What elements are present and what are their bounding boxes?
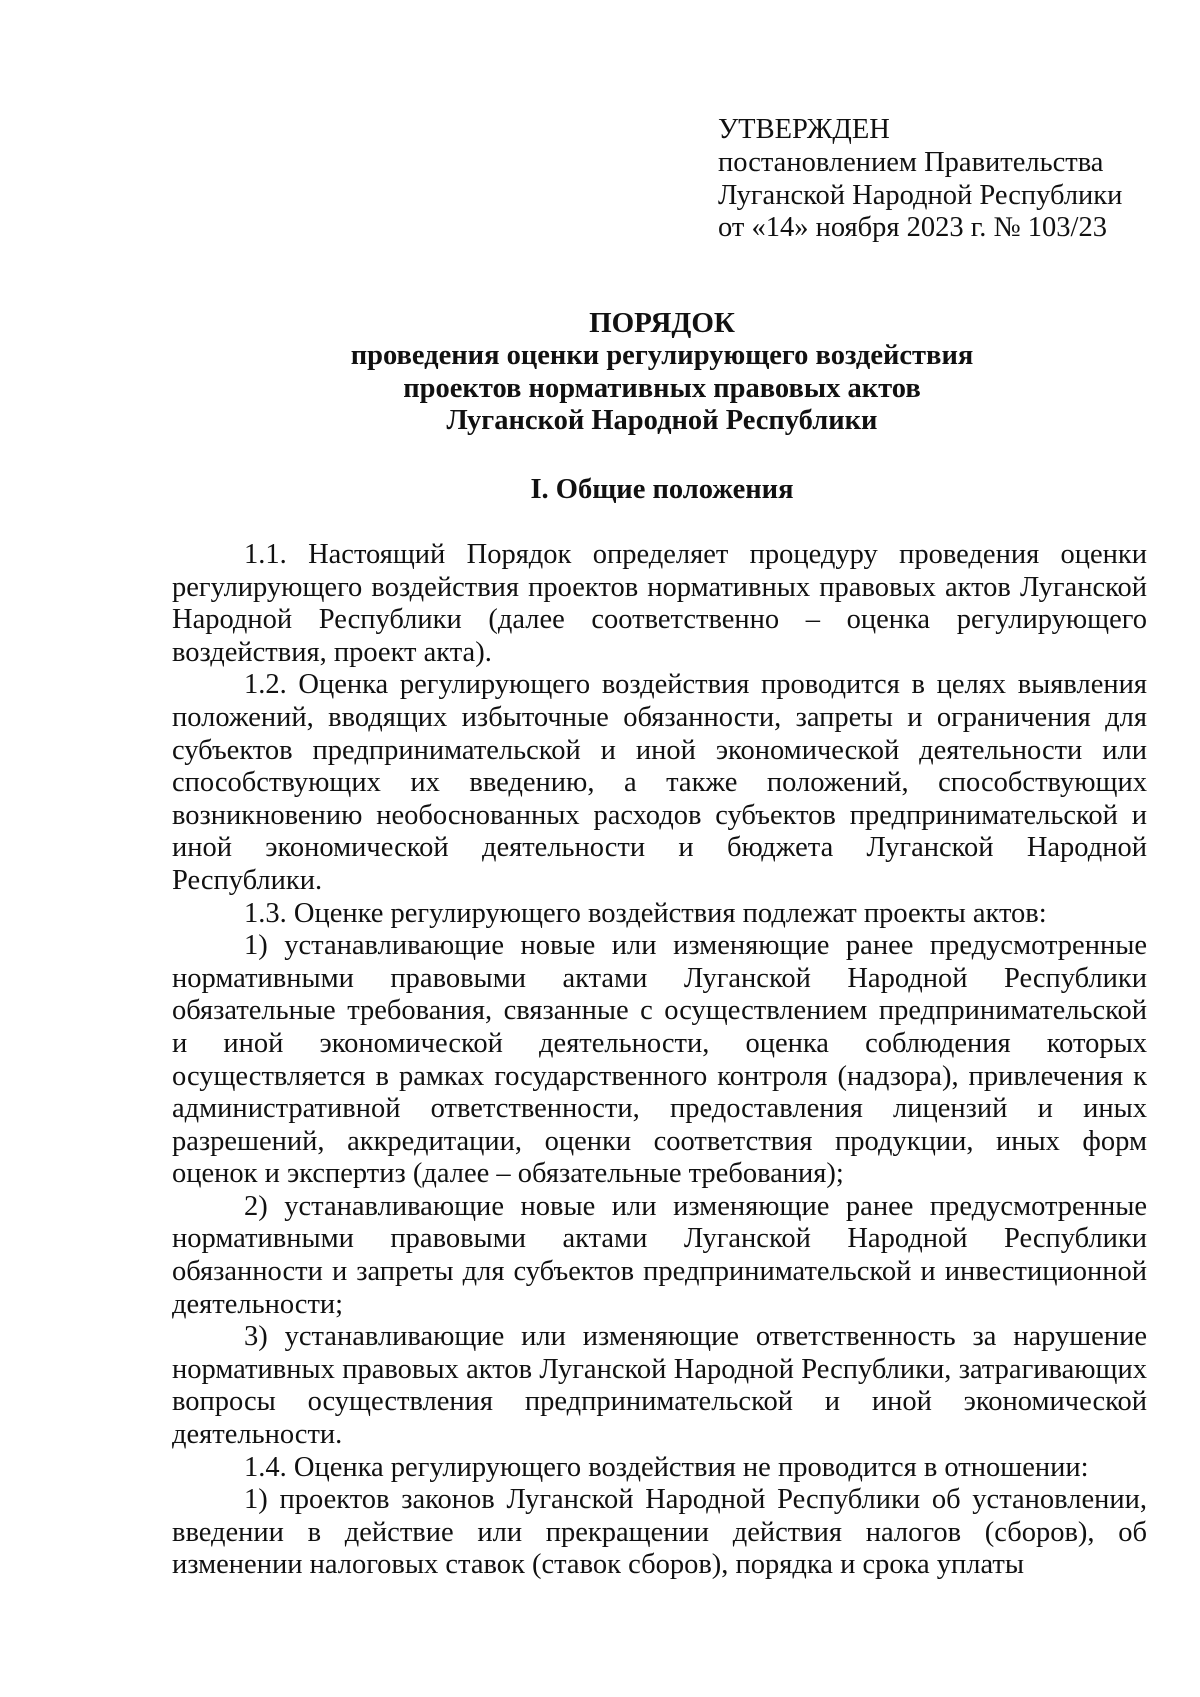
- title-main: ПОРЯДОК: [589, 307, 735, 339]
- approval-stamp: [718, 114, 1122, 245]
- approval-line-1: УТВЕРЖДЕН: [718, 114, 890, 145]
- paragraph-1-4: 1.4. Оценка регулирующего воздействия не проводится в отношении:: [244, 1451, 1089, 1483]
- paragraph-1-3-item-2: 2) устанавливающие новые или изменяющие ранее предусмотренные нормативными правовыми актами Луганской Народной Республики обязанности и запреты для субъектов предпринимательской и инвестиционной деятельности;: [172, 1190, 1147, 1320]
- approval-line-3: Луганской Народной Республики: [718, 179, 1123, 211]
- document-body: [172, 539, 1147, 1582]
- paragraph-1-3: 1.3. Оценке регулирующего воздействия подлежат проекты актов:: [244, 897, 1047, 929]
- paragraph-1-1: 1.1. Настоящий Порядок определяет процедуру проведения оценки регулирующего воздействия проектов нормативных правовых актов Луганской Народной Республики (далее соответственно – оценка регулирующего воздействия, проект акта).: [172, 539, 1147, 668]
- paragraph-1-3-item-1: 1) устанавливающие новые или изменяющие ранее предусмотренные нормативными правовыми актами Луганской Народной Республики обязательные требования, связанные с осуществлением предпринимательской и иной экономической деятельности, оценка соблюдения которых осуществляется в рамках государственного контроля (надзора), привлечения к административной ответственности, предоставления лицензий и иных разрешений, аккредитации, оценки соответствия продукции, иных форм оценок и экспертиз (далее – обязательные требования);: [172, 930, 1147, 1190]
- section-heading: I. Общие положения: [530, 474, 794, 505]
- paragraph-1-3-item-3: 3) устанавливающие или изменяющие ответственность за нарушение нормативных правовых актов Луганской Народной Республики, затрагивающих вопросы осуществления предпринимательской и иной экономической деятельности.: [172, 1321, 1147, 1451]
- title-line-1: проведения оценки регулирующего воздействия: [350, 339, 974, 371]
- paragraph-1-4-item-1: 1) проектов законов Луганской Народной Республики об установлении, введении в действие или прекращении действия налогов (сборов), об изменении налоговых ставок (ставок сборов), порядка и срока уплаты: [172, 1484, 1147, 1581]
- approval-line-2: постановлением Правительства: [718, 146, 1104, 178]
- approval-line-4: от «14» ноября 2023 г. № 103/23: [718, 212, 1107, 244]
- document-title: [172, 307, 1152, 438]
- title-line-3: Луганской Народной Республики: [446, 405, 878, 437]
- paragraph-1-2: 1.2. Оценка регулирующего воздействия проводится в целях выявления положений, вводящих избыточные обязанности, запреты и ограничения для субъектов предпринимательской и иной экономической деятельности или способствующих их введению, а также положений, способствующих возникновению необоснованных расходов субъектов предпринимательской и иной экономической деятельности и бюджета Луганской Народной Республики.: [172, 669, 1147, 896]
- title-line-2: проектов нормативных правовых актов: [403, 372, 921, 404]
